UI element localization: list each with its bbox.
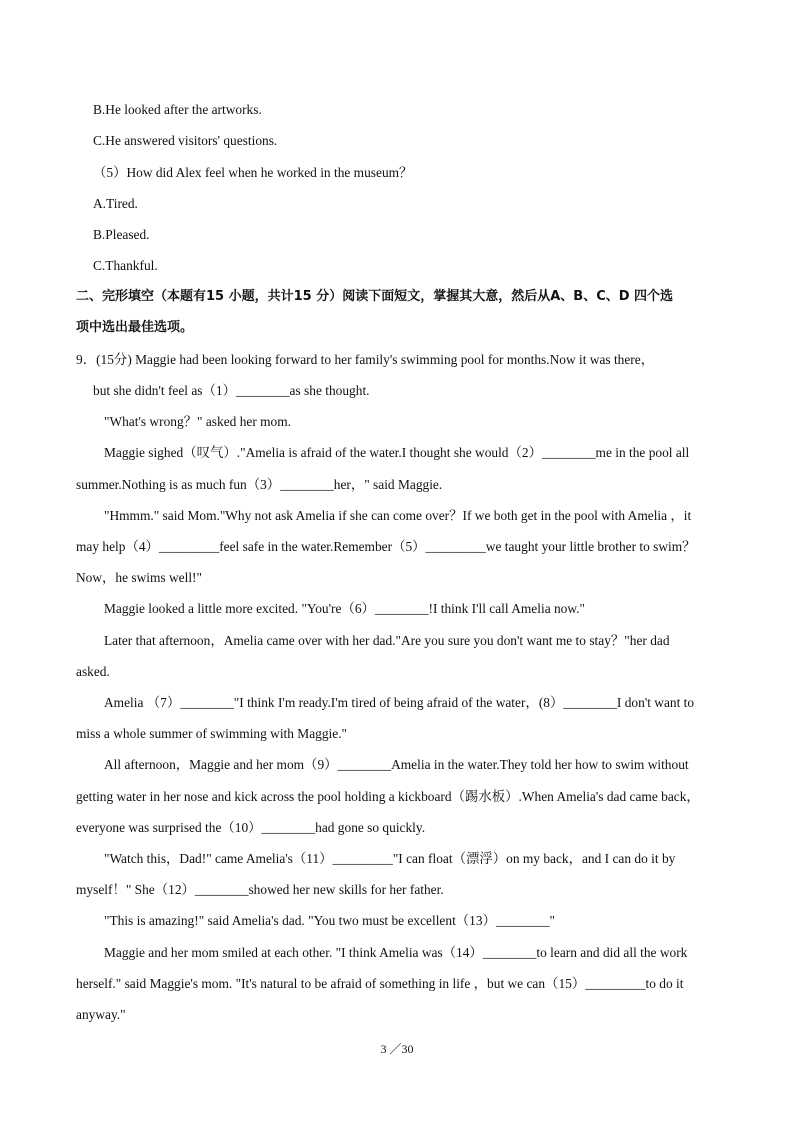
section-heading-line-1: 二、完形填空（本题有15 小题，共计15 分）阅读下面短文，掌握其大意，然后从A、B、C、D 四个选 [76,289,674,304]
passage-line-2: but she didn't feel as（1）________as she thought. [93,383,370,398]
passage-line-7: may help（4）_________feel safe in the water.Remember（5）_________we taught your little brother to swim？ [76,539,696,554]
passage-line-15: getting water in her nose and kick across the pool holding a kickboard（踢水板）.When Amelia's dad came back， [76,789,700,804]
passage-line-5: summer.Nothing is as much fun（3）________her，" said Maggie. [76,477,443,492]
question-5: （5）How did Alex feel when he worked in the museum？ [93,165,413,180]
option-b-q5: B.Pleased. [93,227,150,242]
passage-line-18: myself！" She（12）________showed her new skills for her father. [76,882,444,897]
page-number: 3 ／30 [380,1042,414,1056]
passage-line-4: Maggie sighed（叹气）."Amelia is afraid of the water.I thought she would（2）________me in the pool all [104,445,690,460]
passage-line-21: herself." said Maggie's mom. "It's natural to be afraid of something in life ，but we can（15）_________to do it [76,976,684,991]
passage-line-17: "Watch this，Dad!" came Amelia's（11）_________"I can float（漂浮）on my back，and I can do it by [104,851,676,866]
passage-line-20: Maggie and her mom smiled at each other. "I think Amelia was（14）________to learn and did all the work [104,945,688,960]
passage-line-12: Amelia （7）________"I think I'm ready.I'm tired of being afraid of the water，(8）________I don't want to [104,695,695,710]
passage-line-8: Now，he swims well!" [76,570,202,585]
passage-line-10: Later that afternoon，Amelia came over with her dad."Are you sure you don't want me to stay？"her dad [104,633,670,648]
passage-line-3: "What's wrong？" asked her mom. [104,414,292,429]
passage-line-6: "Hmmm." said Mom."Why not ask Amelia if she can come over？If we both get in the pool with Amelia ，it [104,508,692,523]
passage-line-1: 9．(15分) Maggie had been looking forward to her family's swimming pool for months.Now it was there， [76,352,655,367]
option-b-prev: B.He looked after the artworks. [93,102,262,117]
option-a-q5: A.Tired. [93,196,138,211]
passage-line-19: "This is amazing!" said Amelia's dad. "You two must be excellent（13）________" [104,913,555,928]
passage-line-13: miss a whole summer of swimming with Maggie." [76,726,348,741]
passage-line-14: All afternoon，Maggie and her mom（9）________Amelia in the water.They told her how to swim without [104,757,689,772]
option-c-q5: C.Thankful. [93,258,158,273]
passage-line-16: everyone was surprised the（10）________had gone so quickly. [76,820,426,835]
passage-line-11: asked. [76,664,110,679]
section-heading-line-2: 项中选出最佳选项。 [76,320,194,335]
option-c-prev: C.He answered visitors' questions. [93,133,278,148]
passage-line-9: Maggie looked a little more excited. "You're（6）________!I think I'll call Amelia now." [104,601,585,616]
passage-line-22: anyway." [76,1007,126,1022]
